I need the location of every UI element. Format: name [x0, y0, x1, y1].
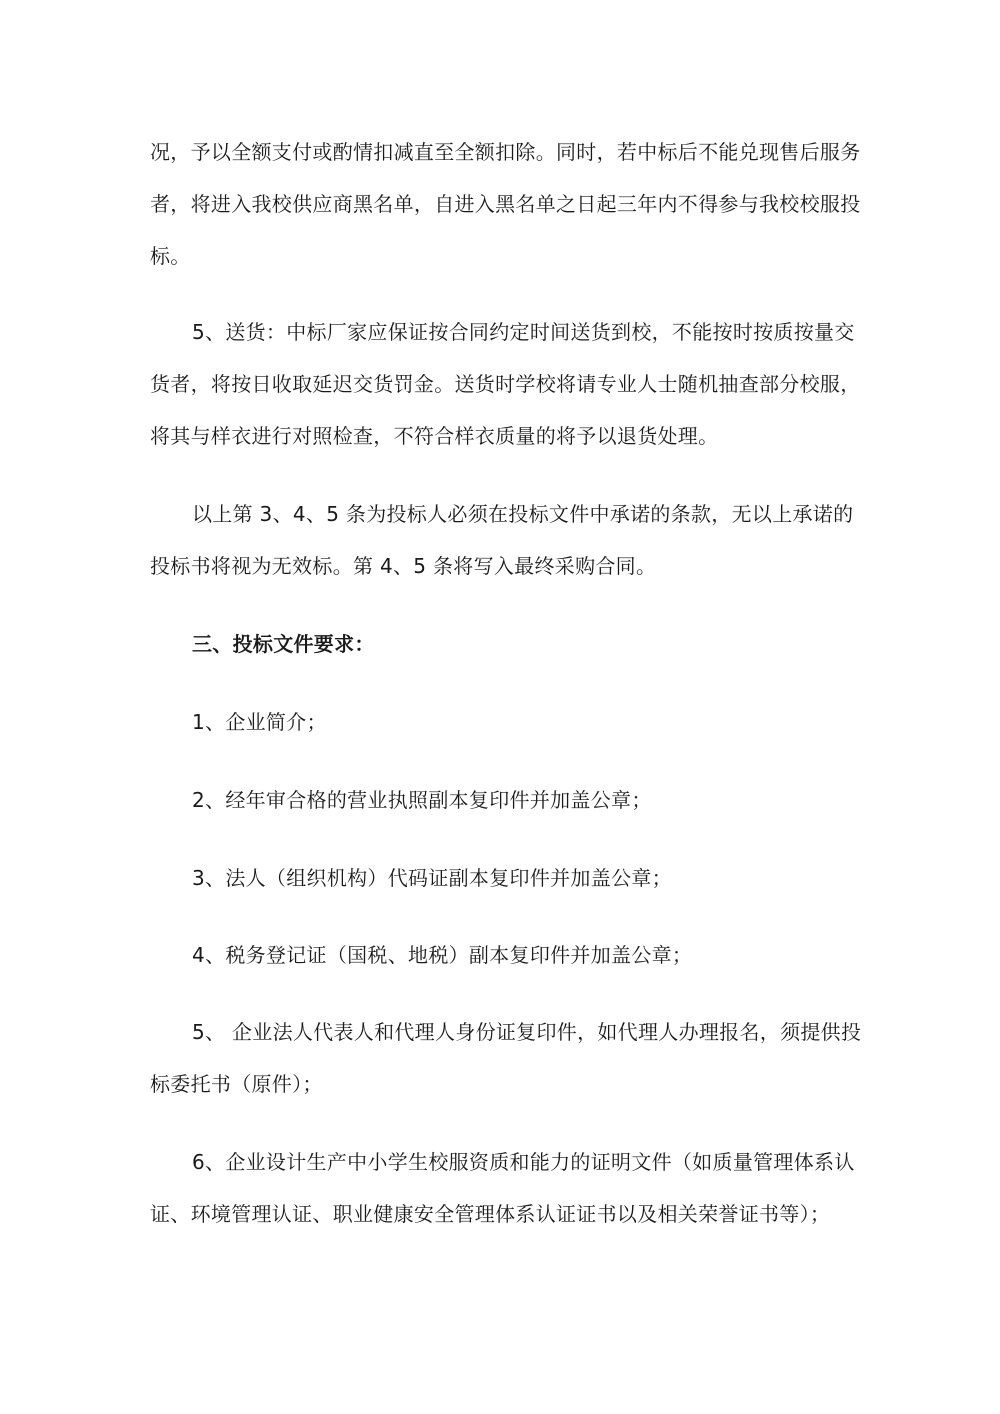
heading-text: 三、投标文件要求：	[192, 632, 375, 656]
list-item	[150, 696, 850, 748]
text-line: 证、环境管理认证、职业健康安全管理体系认证证书以及相关荣誉证书等）；	[150, 1202, 831, 1226]
paragraph-continuation	[150, 126, 861, 282]
text-line: 况，予以全额支付或酌情扣减直至全额扣除。同时，若中标后不能兑现售后服务	[150, 140, 861, 164]
text-line: 6、企业设计生产中小学生校服资质和能力的证明文件（如质量管理体系认	[192, 1150, 855, 1174]
text-line: 货者，将按日收取延迟交货罚金。送货时学校将请专业人士随机抽查部分校服，	[150, 372, 861, 396]
section-heading	[150, 618, 850, 670]
list-item	[150, 1006, 862, 1110]
list-item	[150, 1136, 855, 1240]
text-line: 3、法人（组织机构）代码证副本复印件并加盖公章；	[192, 866, 672, 890]
text-line: 2、经年审合格的营业执照副本复印件并加盖公章；	[192, 788, 652, 812]
paragraph-commitment	[150, 488, 854, 592]
list-item	[150, 774, 850, 826]
text-line: 将其与样衣进行对照检查，不符合样衣质量的将予以退货处理。	[150, 424, 719, 448]
text-line: 5、送货：中标厂家应保证按合同约定时间送货到校，不能按时按质按量交	[192, 320, 855, 344]
list-item	[150, 929, 850, 981]
text-line: 标。	[150, 244, 191, 268]
text-line: 标委托书（原件）；	[150, 1072, 323, 1096]
text-line: 4、税务登记证（国税、地税）副本复印件并加盖公章；	[192, 943, 693, 967]
text-line: 1、企业简介；	[192, 710, 327, 734]
text-line: 投标书将视为无效标。第 4、5 条将写入最终采购合同。	[150, 554, 657, 578]
list-item	[150, 852, 850, 904]
text-line: 5、 企业法人代表人和代理人身份证复印件，如代理人办理报名，须提供投	[192, 1020, 862, 1044]
text-line: 者，将进入我校供应商黑名单，自进入黑名单之日起三年内不得参与我校校服投	[150, 192, 861, 216]
paragraph-delivery	[150, 306, 861, 462]
text-line: 以上第 3、4、5 条为投标人必须在投标文件中承诺的条款，无以上承诺的	[192, 502, 854, 526]
